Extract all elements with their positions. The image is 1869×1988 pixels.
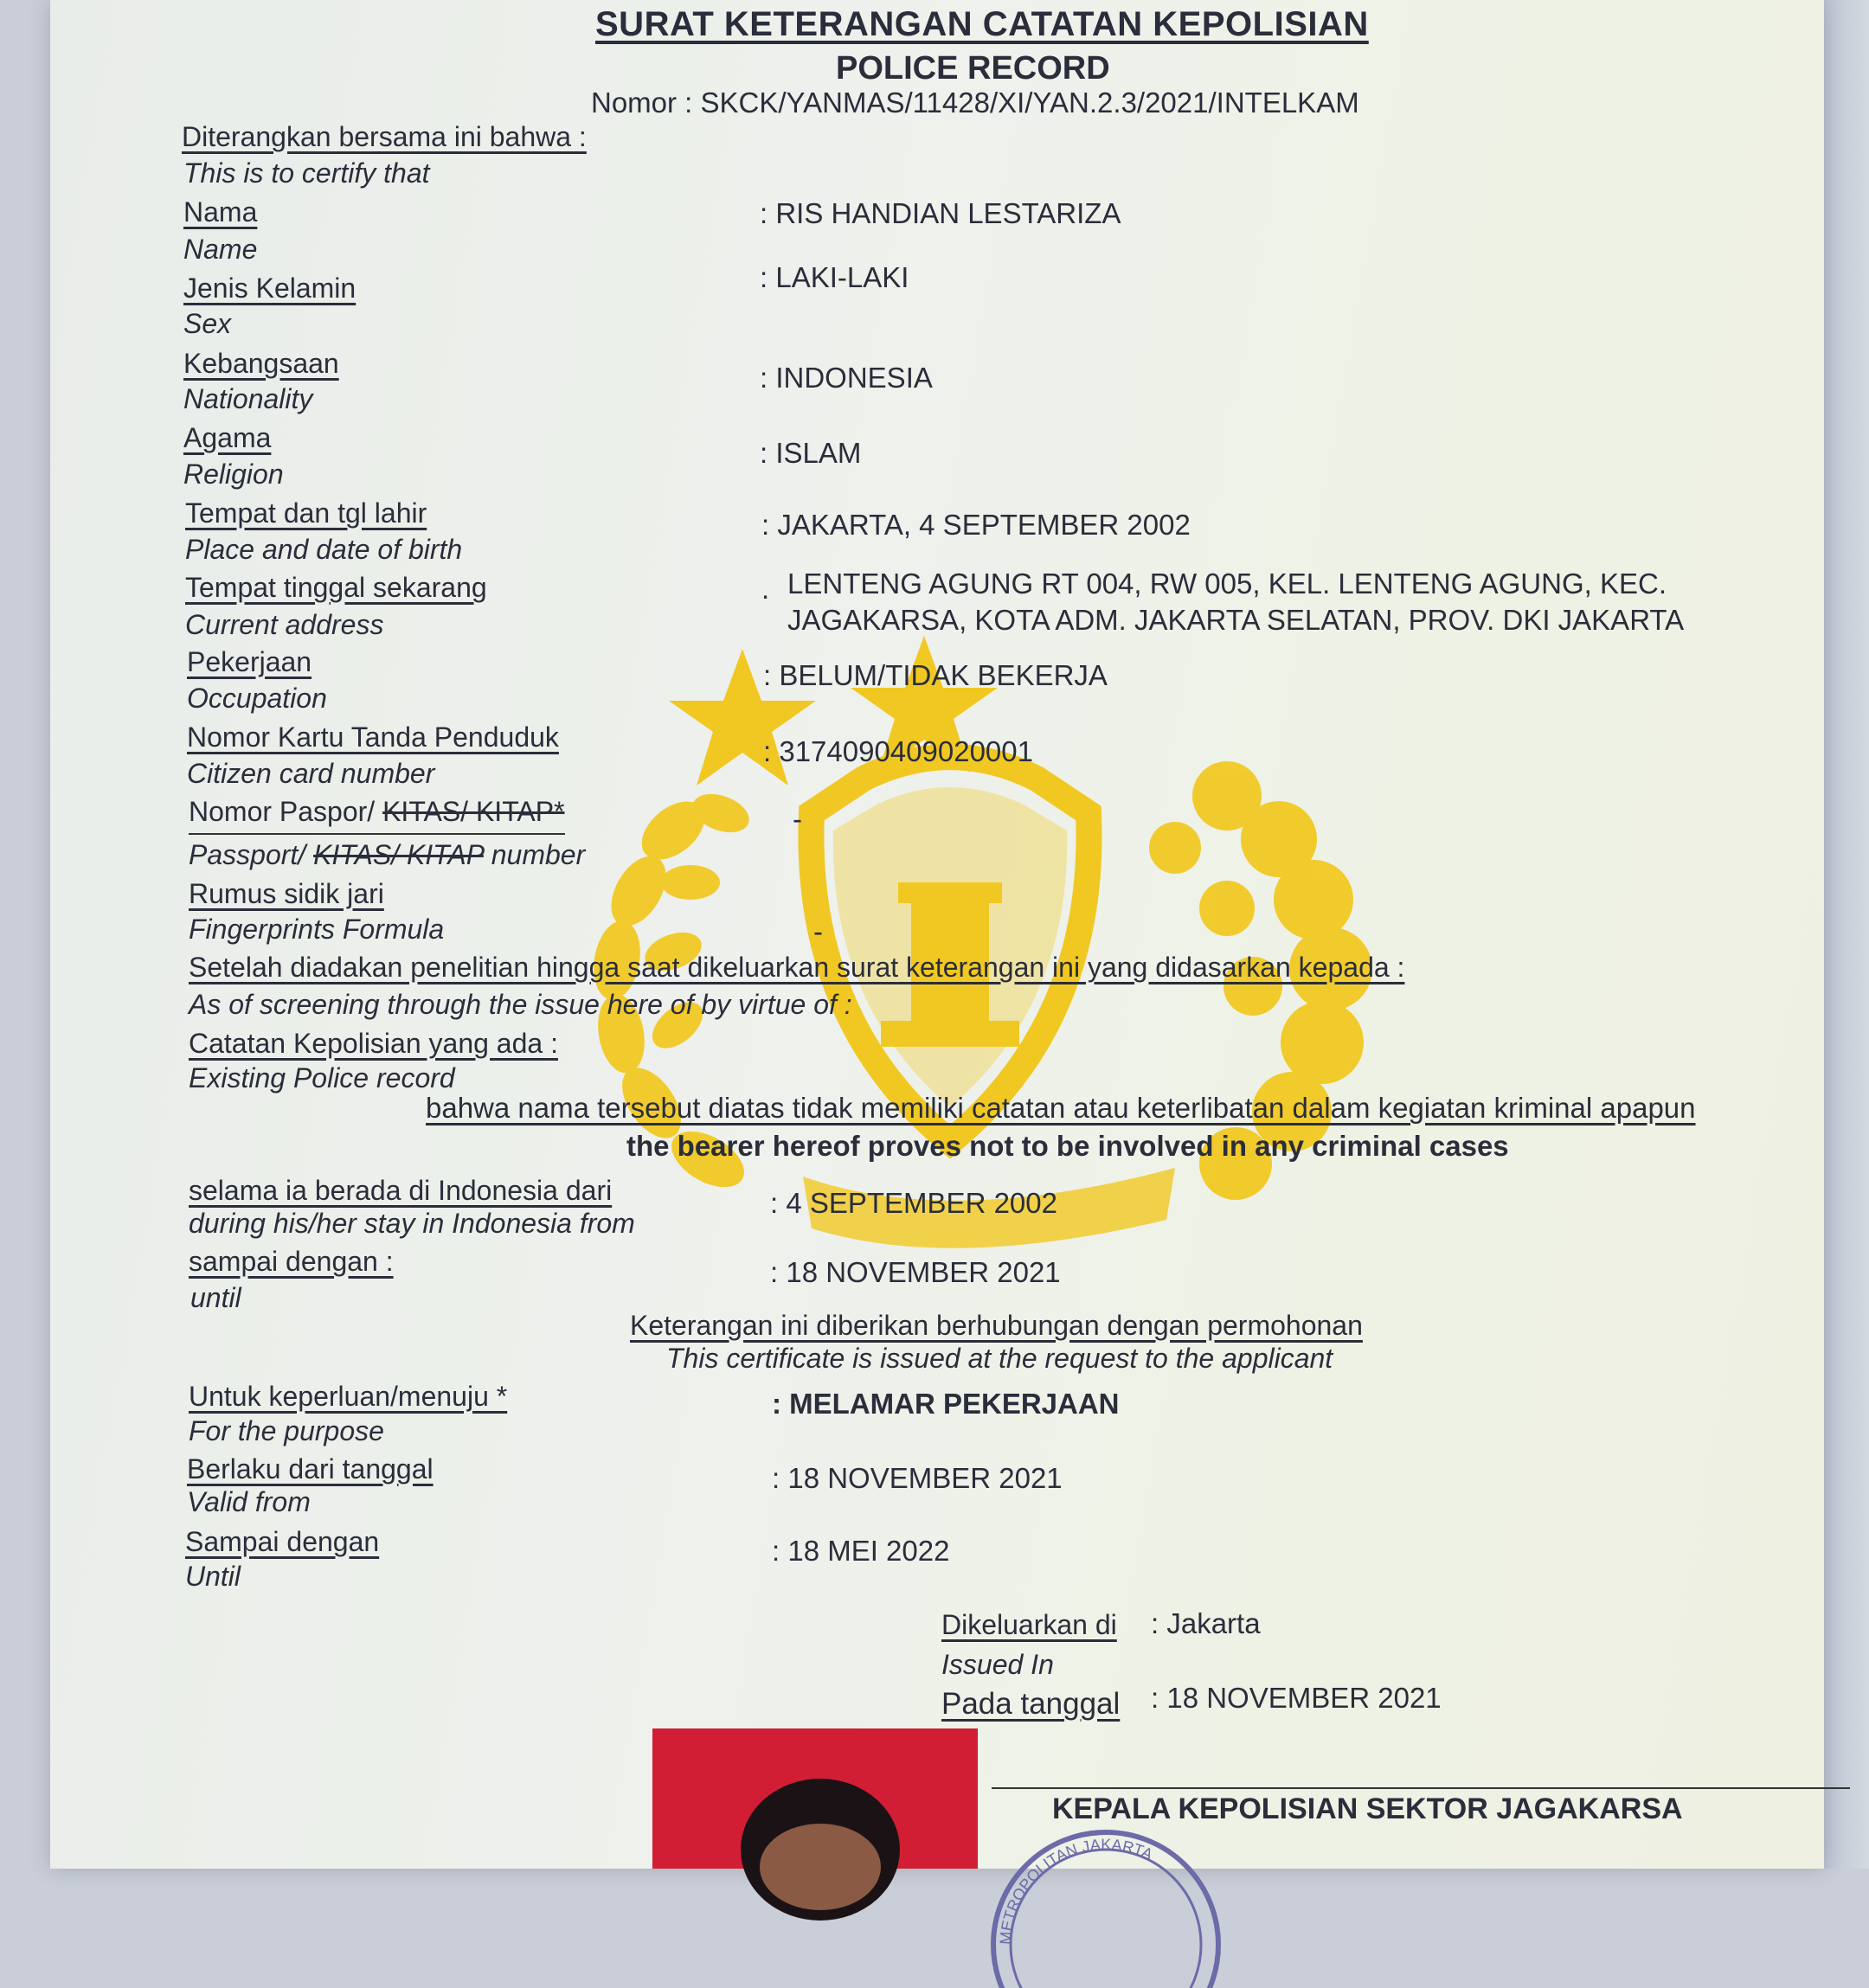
intro-en: This is to certify that [183,157,430,189]
request-en: This certificate is issued at the request to the applicant [666,1343,1333,1374]
signatory-title: KEPALA KEPOLISIAN SEKTOR JAGAKARSA [1052,1792,1683,1825]
purpose-label-id: Untuk keperluan/menuju * [189,1381,508,1412]
stay-until-label-en: until [190,1282,241,1313]
field-label-nationality: Kebangsaan [183,348,339,379]
document-number: Nomor : SKCK/YANMAS/11428/XI/YAN.2.3/2021/INTELKAM [591,87,1359,119]
stay-until-label-id: sampai dengan : [189,1246,394,1277]
field-label-passport-en: Passport/ KITAS/ KITAP number [189,839,586,870]
field-label-occupation-en: Occupation [187,683,327,714]
valid-from-value: : 18 NOVEMBER 2021 [772,1462,1063,1494]
field-value-id-card: : 3174090409020001 [763,735,1033,767]
issued-place-label-en: Issued In [941,1649,1054,1680]
field-label-name: Nama [183,196,258,228]
field-label-address-en: Current address [185,609,384,640]
field-label-sex-en: Sex [183,308,232,339]
applicant-photo [652,1728,978,1869]
field-label-sex: Jenis Kelamin [183,273,356,304]
person-silhouette [652,1728,978,1869]
field-label-occupation: Pekerjaan [187,646,312,677]
issued-place-value: : Jakarta [1151,1607,1261,1639]
signature-line [992,1787,1850,1789]
stay-until-value: : 18 NOVEMBER 2021 [770,1256,1061,1288]
screening-id: Setelah diadakan penelitian hingga saat dikeluarkan surat keterangan ini yang didasarkan kepada : [189,952,1405,983]
record-label-en: Existing Police record [189,1062,455,1093]
police-record-document: SURAT KETERANGAN CATATAN KEPOLISIAN POLICE RECORD Nomor : SKCK/YANMAS/11428/XI/YAN.2.3/2021/INTELKAM Diterangkan bersama ini bahwa : This is to certify that Nama Name : RIS HANDIAN LESTARIZA Jenis Kelamin Sex : LAKI-LAKI Kebangsaan Nationality : INDONESIA Agama Religion : ISLAM Tempat dan tgl lahir Place and date of birth : JAKARTA, 4 SEPTEMBER 2002 Tempat tinggal sekarang Current address . LENTENG AGUNG RT 004, RW 005, KEL. LENTENG AGUNG, KEC. JAGAKARSA, KOTA ADM. JAKARTA SELATAN, PROV. DKI JAKARTA Pekerjaan Occupation : BELUM/TIDAK BEKERJA Nomor Kartu Tanda Penduduk Citizen card number : 3174090409020001 Nomor Paspor/ KITAS/ KITAP* Passport/ KITAS/ KITAP number - Rumus sidik jari Fingerprints Formula - Setelah diadakan penelitian hingga saat dikeluarkan surat keterangan ini yang didasarkan kepada : As of screening through the issue here of by virtue of : Catatan Kepolisian yang ada : Existing Police record bahwa nama tersebut diatas tidak memiliki catatan atau keterlibatan dalam kegiatan kriminal apapun the bearer hereof proves not to be involved in any criminal cases selama ia berada di Indonesia dari during his/her stay in Indonesia from : 4 SEPTEMBER 2002 sampai dengan : until : 18 NOVEMBER 2021 Keterangan ini diberikan berhubungan dengan permohonan This certificate is issued at the request to the applicant Untuk keperluan/menuju * For the purpose : MELAMAR PEKERJAAN Berlaku dari tanggal Valid from : 18 NOVEMBER 2021 Sampai dengan Until : 18 MEI 2022 Dikeluarkan di Issued In : Jakarta Pada tanggal : 18 NOVEMBER 2021 KEPALA KEPOLISIAN SEKTOR JAGAKARSA METROPOLITAN JAKARTA [50,0,1824,1869]
record-statement-en: the bearer hereof proves not to be involved in any criminal cases [626,1130,1509,1162]
field-value-address-line2: JAGAKARSA, KOTA ADM. JAKARTA SELATAN, PROV. DKI JAKARTA [787,604,1685,636]
purpose-label-en: For the purpose [189,1415,384,1446]
field-value-name: : RIS HANDIAN LESTARIZA [760,197,1121,229]
field-value-fingerprint: - [813,915,823,947]
field-label-fingerprint: Rumus sidik jari [189,878,384,909]
valid-from-label-id: Berlaku dari tanggal [187,1453,434,1485]
field-value-birth: : JAKARTA, 4 SEPTEMBER 2002 [761,509,1191,541]
issued-place-label-id: Dikeluarkan di [941,1609,1117,1640]
intro-id: Diterangkan bersama ini bahwa : [182,121,587,152]
valid-from-label-en: Valid from [187,1486,311,1517]
request-id: Keterangan ini diberikan berhubungan dengan permohonan [630,1310,1363,1341]
field-value-occupation: : BELUM/TIDAK BEKERJA [763,659,1108,691]
field-value-nationality: : INDONESIA [760,362,933,394]
document-subtitle: POLICE RECORD [836,50,1110,87]
field-value-sex: : LAKI-LAKI [760,261,909,293]
record-statement-id: bahwa nama tersebut diatas tidak memiliki catatan atau keterlibatan dalam kegiatan kriminal apapun [426,1092,1696,1124]
issued-date-label-id: Pada tanggal [941,1687,1121,1721]
field-label-nationality-en: Nationality [183,383,313,414]
field-label-address: Tempat tinggal sekarang [185,572,487,603]
valid-until-value: : 18 MEI 2022 [772,1535,950,1567]
field-label-religion: Agama [183,422,272,453]
field-label-religion-en: Religion [183,459,284,490]
record-label-id: Catatan Kepolisian yang ada : [189,1028,558,1059]
valid-until-label-id: Sampai dengan [185,1526,380,1557]
issued-date-value: : 18 NOVEMBER 2021 [1151,1682,1442,1714]
official-stamp [976,1815,1236,1988]
field-value-passport: - [793,803,802,835]
valid-until-label-en: Until [185,1561,241,1592]
field-value-address-line1: LENTENG AGUNG RT 004, RW 005, KEL. LENTENG AGUNG, KEC. [787,568,1667,600]
screening-en: As of screening through the issue here of by virtue of : [189,989,852,1020]
field-value-religion: : ISLAM [760,437,862,469]
field-label-id-card: Nomor Kartu Tanda Penduduk [187,721,559,753]
background-edge [1824,0,1869,1869]
field-label-passport: Nomor Paspor/ KITAS/ KITAP* [189,796,565,835]
field-label-id-card-en: Citizen card number [187,758,435,789]
document-title: SURAT KETERANGAN CATATAN KEPOLISIAN [595,5,1369,43]
field-label-birth: Tempat dan tgl lahir [185,497,427,529]
stay-from-label-id: selama ia berada di Indonesia dari [189,1175,613,1206]
purpose-value: : MELAMAR PEKERJAAN [772,1388,1120,1420]
stay-from-value: : 4 SEPTEMBER 2002 [770,1187,1057,1219]
stay-from-label-en: during his/her stay in Indonesia from [189,1208,635,1239]
svg-text:METROPOLITAN JAKARTA: METROPOLITAN JAKARTA [996,1836,1156,1946]
field-label-birth-en: Place and date of birth [185,534,463,565]
field-label-name-en: Name [183,234,258,265]
field-label-fingerprint-en: Fingerprints Formula [189,914,445,945]
